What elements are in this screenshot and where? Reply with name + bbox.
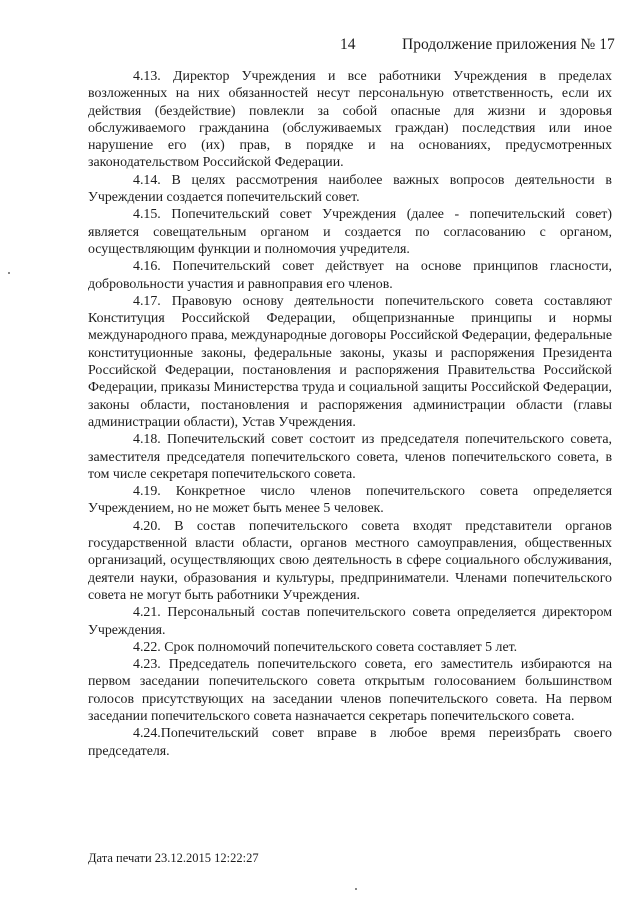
paragraph-4-20: 4.20. В состав попечительского совета входят представители органов государственной власти области, органов местного самоуправления, общественных организаций, осуществляющих свою деятельность в сфере социального обслуживания, деятели науки, образования и культуры, предприниматели. Членами попечительского совета не могут быть работники Учреждения.: [88, 518, 612, 603]
paragraph-4-18: 4.18. Попечительский совет состоит из председателя попечительского совета, заместителя председателя попечительского совета, членов попечительского совета, в том числе секретаря попечительского совета.: [88, 432, 612, 482]
document-body: [88, 68, 612, 760]
paragraph-4-22: 4.22. Срок полномочий попечительского совета составляет 5 лет.: [133, 639, 518, 655]
paragraph-4-24: 4.24.Попечительский совет вправе в любое время переизбрать своего председателя.: [88, 726, 612, 759]
paragraph-4-16: 4.16. Попечительский совет действует на основе принципов гласности, добровольности участия и равноправия его членов.: [88, 259, 612, 292]
page-number: 14: [340, 36, 356, 53]
scan-speck: [355, 888, 357, 890]
paragraph-4-19: 4.19. Конкретное число членов попечительского совета определяется Учреждением, но не может быть менее 5 человек.: [88, 484, 612, 517]
paragraph-4-13: 4.13. Директор Учреждения и все работники Учреждения в пределах возложенных на них обязанностей несут персональную ответственность, если их действия (бездействие) повлекли за собой опасные для жизни и здоровья обслуживаемого гражданина (обслуживаемых граждан) последствия или иное нарушение его (их) прав, в порядке и на основаниях, предусмотренных законодательством Российской Федерации.: [88, 69, 612, 171]
paragraph-4-17: 4.17. Правовую основу деятельности попечительского совета составляют Конституция Российской Федерации, общепризнанные принципы и нормы международного права, международные договоры Российской Федерации, федеральные конституционные законы, федеральные законы, указы и распоряжения Президента Российской Федерации, постановления и распоряжения Правительства Российской Федерации, приказы Министерства труда и социальной защиты Российской Федерации, законы области, постановления и распоряжения администрации области (главы администрации области), Устав Учреждения.: [88, 293, 612, 430]
paragraph-4-14: 4.14. В целях рассмотрения наиболее важных вопросов деятельности в Учреждении создается попечительский совет.: [88, 172, 612, 206]
paragraph-4-15: 4.15. Попечительский совет Учреждения (далее - попечительский совет) является совещательным органом и создается по согласованию с органом, осуществляющим функции и полномочия учредителя.: [88, 207, 612, 257]
page-header: [0, 36, 640, 56]
paragraph-4-21: 4.21. Персональный состав попечительского совета определяется директором Учреждения.: [88, 605, 612, 638]
scan-speck: [8, 272, 10, 274]
print-date-footer: Дата печати 23.12.2015 12:22:27: [88, 851, 259, 865]
paragraph-4-23: 4.23. Председатель попечительского совета, его заместитель избираются на первом заседании попечительского совета открытым голосованием большинством голосов присутствующих на заседании членов попечительского совета. На первом заседании попечительского совета назначается секретарь попечительского совета.: [88, 657, 612, 724]
appendix-continuation-label: Продолжение приложения № 17: [402, 36, 615, 53]
